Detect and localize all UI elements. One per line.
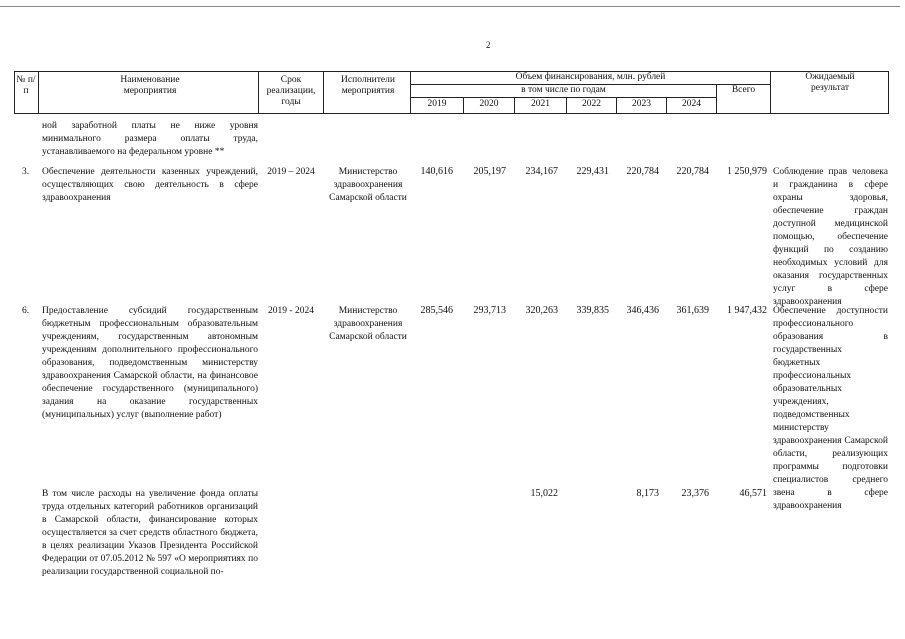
row-total: 46,571 — [739, 488, 767, 499]
row-value-2021: 320,263 — [525, 305, 558, 316]
row-value-2024: 23,376 — [681, 488, 709, 499]
header-col-by-years: в том числе по годам — [521, 85, 606, 95]
row-term: 2019 - 2024 — [268, 306, 314, 316]
page-number: 2 — [486, 40, 491, 50]
header-year-2019: 2019 — [427, 99, 447, 109]
row-name: Обеспечение деятельности казенных учреждений, осуществляющих свою деятельность в сфере здравоохранения — [42, 167, 258, 203]
header-col-funding: Объем финансирования, млн. рублей — [515, 72, 666, 82]
header-col-term: Срок реализации, годы — [266, 75, 316, 107]
row-value-2019: 285,546 — [420, 305, 453, 316]
row-value-2023: 8,173 — [636, 488, 659, 499]
row-value-2020: 205,197 — [473, 166, 506, 177]
header-col-result: Ожидаемый результат — [805, 72, 855, 93]
row-value-2023: 220,784 — [626, 166, 659, 177]
row-executor: Министерство здравоохранения Самарской области — [329, 306, 407, 342]
continuation-text: ной заработной платы не ниже уровня минимального размера оплаты труда, устанавливаемого на федеральном уровне ** — [42, 121, 258, 157]
header-year-2024: 2024 — [682, 99, 701, 109]
scan-artifact-line — [0, 6, 900, 7]
row-total: 1 250,979 — [727, 166, 767, 177]
row-term: 2019 – 2024 — [267, 167, 315, 177]
row-name: В том числе расходы на увеличение фонда оплаты труда отдельных категорий работников организаций в Самарской области, финансирование которых осуществляется за счет средств областного бюджета, в целях реализации Указов Президента Российской Федерации от 07.05.2012 № 597 «О мероприятиях по реализации государственной социальной по- — [42, 489, 258, 577]
header-year-2021: 2021 — [531, 99, 550, 109]
row-number: 3. — [22, 167, 30, 177]
header-col-executor: Исполнители мероприятия — [341, 75, 395, 96]
row-result: Обеспечение доступности профессионального образования в государственных бюджетных профессиональных образовательных учреждениях, подведомственных министерству здравоохранения Самарской области, реализующих программы подготовки специалистов среднего звена в сфере здравоохранения — [773, 306, 888, 511]
row-executor: Министерство здравоохранения Самарской области — [329, 167, 407, 203]
row-total: 1 947,432 — [727, 305, 767, 316]
row-result: Соблюдение прав человека и гражданина в сфере охраны здоровья, обеспечение граждан доступной медицинской помощью, обеспечение функций по созданию необходимых условий для оказания государственных услуг в сфере здравоохранения — [773, 167, 888, 307]
header-col-name: Наименование мероприятия — [120, 75, 180, 96]
header-year-2020: 2020 — [479, 99, 499, 109]
row-value-2022: 229,431 — [576, 166, 609, 177]
row-value-2024: 220,784 — [676, 166, 709, 177]
row-number: 6. — [22, 306, 30, 316]
row-value-2021: 15,022 — [530, 488, 558, 499]
header-year-2023: 2023 — [632, 99, 651, 109]
row-value-2023: 346,436 — [626, 305, 659, 316]
header-year-2022: 2022 — [582, 99, 601, 109]
row-value-2024: 361,639 — [676, 305, 709, 316]
row-value-2021: 234,167 — [525, 166, 558, 177]
header-col-number: № п/п — [16, 75, 36, 96]
row-name: Предоставление субсидий государственным бюджетным профессиональным образовательным учреждениям, государственным автономным учреждениям дополнительного профессионального образования, подведомственным министерству здравоохранения Самарской области, на финансовое обеспечение государственного (муниципального) задания на оказание государственных (муниципальных) услуг (выполнение работ) — [42, 306, 258, 420]
row-value-2020: 293,713 — [473, 305, 506, 316]
header-col-total: Всего — [731, 85, 756, 95]
row-value-2019: 140,616 — [420, 166, 453, 177]
row-value-2022: 339,835 — [576, 305, 609, 316]
